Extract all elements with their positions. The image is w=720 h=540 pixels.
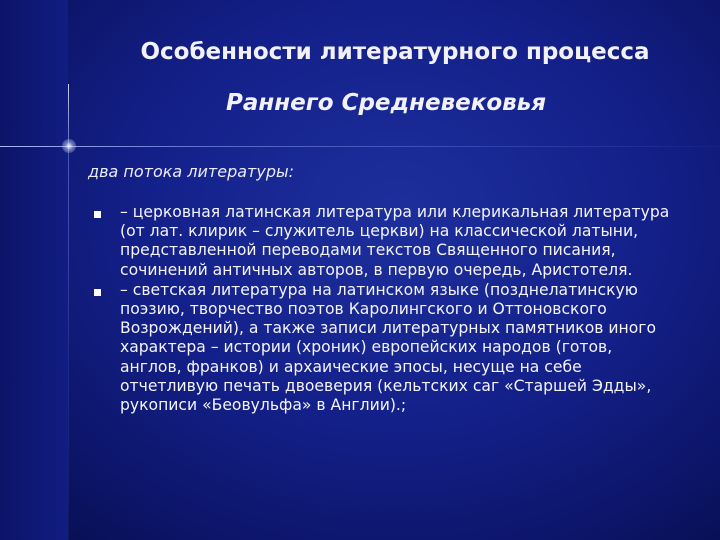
list-item — [94, 281, 674, 415]
bullet-list — [94, 203, 674, 416]
square-bullet-icon — [94, 211, 101, 218]
list-item-text: – светская литература на латинском языке (позднелатинскую поэзию, творчество поэтов Каролингского и Оттоновского Возрождений), а также записи литературных памятников иного характера – истории (хроник) европейских народов (готов, англов, франков) и архаические эпосы, несуще на себе отчетливую печать двоеверия (кельтских саг «Старшей Эдды», рукописи «Беовульфа» в Англии).; — [120, 280, 657, 415]
left-decor-panel — [0, 0, 68, 540]
list-item-text: – церковная латинская литература или клерикальная литература (от лат. клирик – служитель церкви) на классической латыни, представленной переводами текстов Священного писания, сочинений античных авторов, в первую очередь, Аристотеля. — [120, 203, 670, 279]
sparkle-icon — [62, 139, 76, 153]
slide-subtitle: два потока литературы: — [88, 162, 295, 181]
list-item — [94, 203, 674, 280]
horizontal-rule — [0, 146, 720, 147]
slide-title-second-line: Раннего Средневековья — [225, 90, 547, 116]
square-bullet-icon — [94, 289, 101, 296]
slide-title: Особенности литературного процесса — [140, 39, 650, 65]
